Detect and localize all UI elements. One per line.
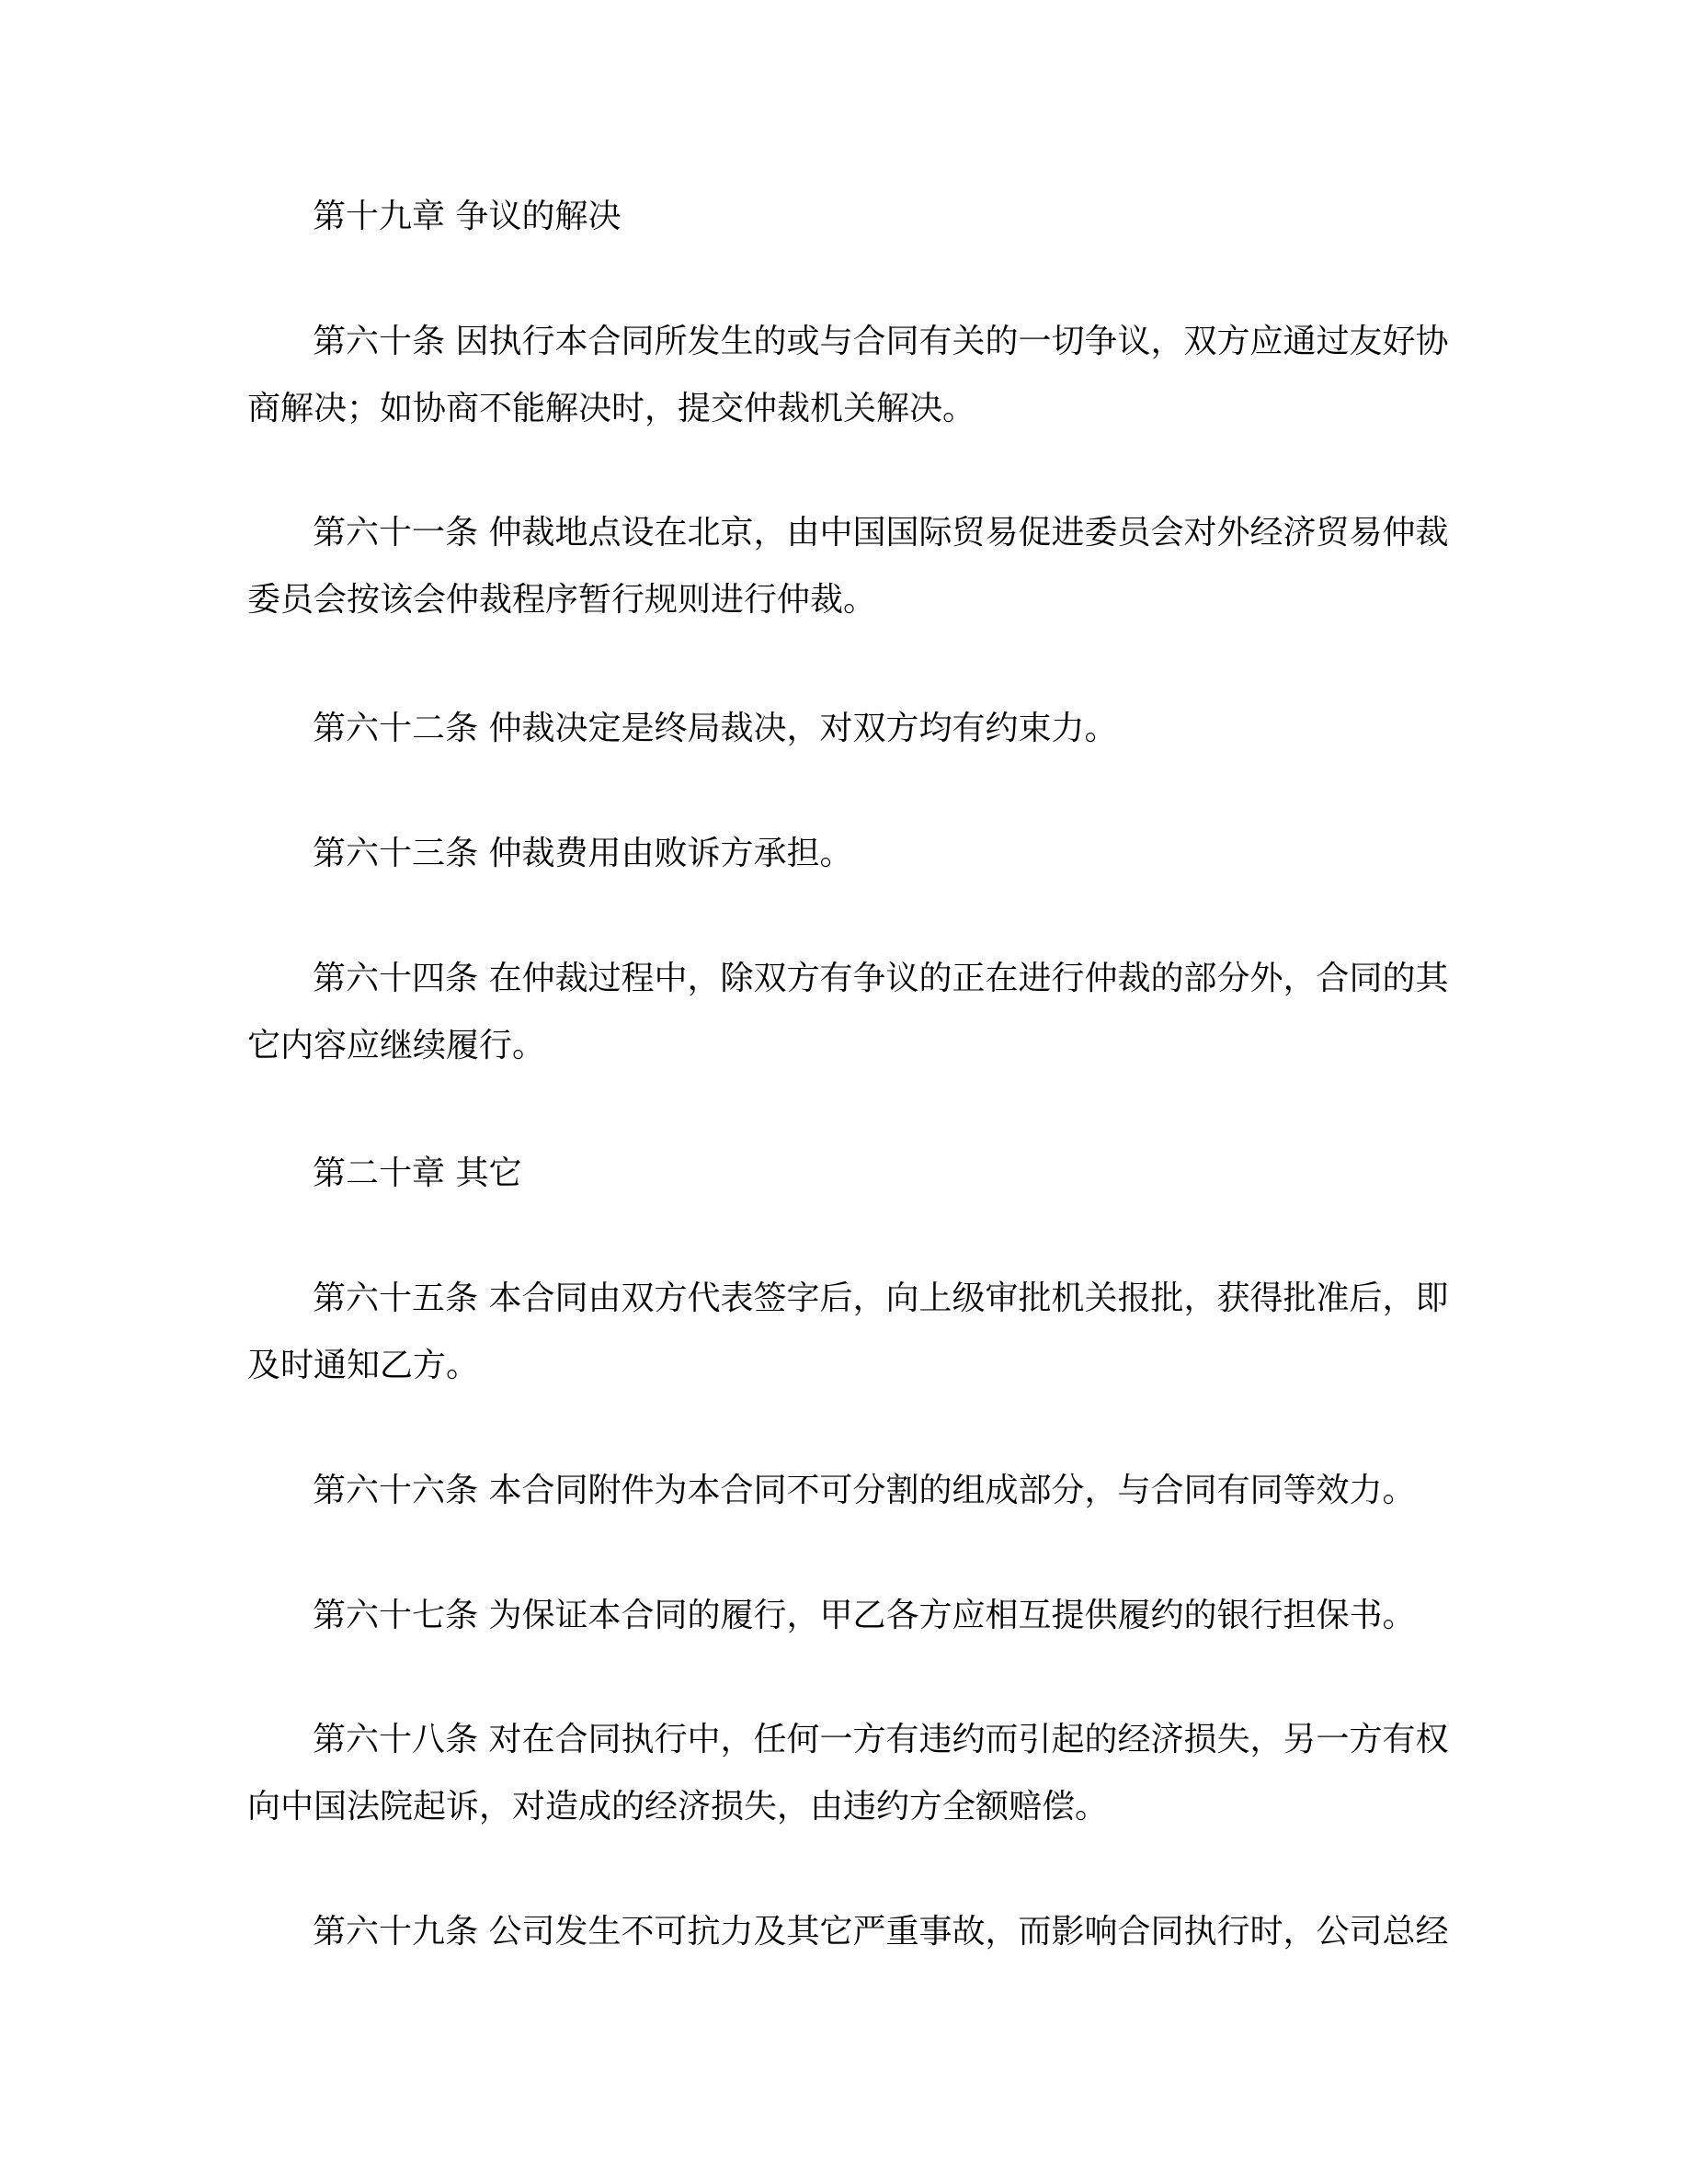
article-64-line-2: 它内容应继续履行。 [247,1027,546,1064]
chapter-19-title: 第十九章 争议的解决 [313,198,622,235]
article-66-line-1: 第六十六条 本合同附件为本合同不可分割的组成部分，与合同有同等效力。 [313,1472,1416,1509]
article-60-line-2: 商解决；如协商不能解决时，提交仲裁机关解决。 [247,390,976,427]
article-65-line-1: 第六十五条 本合同由双方代表签字后，向上级审批机关报批，获得批准后，即 [313,1280,1449,1317]
article-63-line-1: 第六十三条 仲裁费用由败诉方承担。 [313,835,853,872]
article-68-line-1: 第六十八条 对在合同执行中，任何一方有违约而引起的经济损失，另一方有权 [313,1721,1449,1758]
article-60-line-1: 第六十条 因执行本合同所发生的或与合同有关的一切争议，双方应通过友好协 [313,323,1449,360]
article-67-line-1: 第六十七条 为保证本合同的履行，甲乙各方应相互提供履约的银行担保书。 [313,1597,1416,1634]
article-62-line-1: 第六十二条 仲裁决定是终局裁决，对双方均有约束力。 [313,710,1118,747]
article-68-line-2: 向中国法院起诉，对造成的经济损失，由违约方全额赔偿。 [247,1788,1109,1826]
article-64-line-1: 第六十四条 在仲裁过程中，除双方有争议的正在进行仲裁的部分外，合同的其 [313,960,1449,997]
article-69-line-1: 第六十九条 公司发生不可抗力及其它严重事故，而影响合同执行时，公司总经 [313,1913,1449,1951]
article-61-line-2: 委员会按该会仲裁程序暂行规则进行仲裁。 [247,581,877,619]
article-61-line-1: 第六十一条 仲裁地点设在北京，由中国国际贸易促进委员会对外经济贸易仲裁 [313,514,1449,552]
article-65-line-2: 及时通知乙方。 [247,1347,480,1384]
chapter-20-title: 第二十章 其它 [313,1155,522,1192]
